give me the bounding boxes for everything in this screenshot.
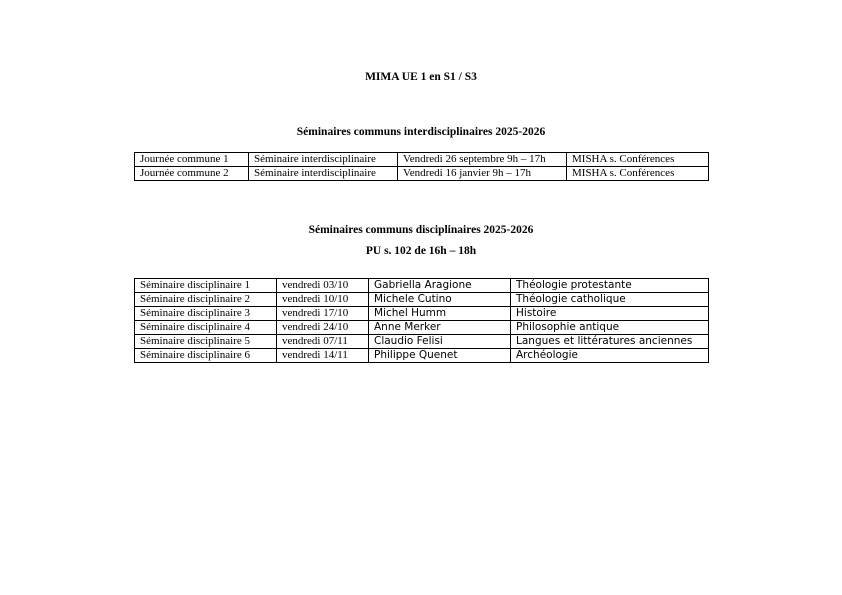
location-cell: MISHA s. Conférences <box>567 167 709 181</box>
speaker-cell: Gabriella Aragione <box>369 279 511 293</box>
discipline-cell: Théologie protestante <box>511 279 709 293</box>
seminar-cell: Séminaire disciplinaire 6 <box>135 349 277 363</box>
seminar-cell: Séminaire disciplinaire 4 <box>135 321 277 335</box>
speaker-cell: Claudio Felisi <box>369 335 511 349</box>
discipline-cell: Archéologie <box>511 349 709 363</box>
discipline-cell: Langues et littératures anciennes <box>511 335 709 349</box>
type-cell: Séminaire interdisciplinaire <box>249 167 398 181</box>
date-cell: vendredi 24/10 <box>277 321 369 335</box>
interdisciplinary-table <box>134 152 709 181</box>
location-cell: MISHA s. Conférences <box>567 153 709 167</box>
date-cell: Vendredi 16 janvier 9h – 17h <box>398 167 567 181</box>
page-title: MIMA UE 1 en S1 / S3 <box>365 71 477 83</box>
disciplinary-section-subtitle: PU s. 102 de 16h – 18h <box>365 245 477 257</box>
table-row <box>135 321 709 335</box>
discipline-cell: Histoire <box>511 307 709 321</box>
seminar-cell: Séminaire disciplinaire 1 <box>135 279 277 293</box>
table-row <box>135 279 709 293</box>
table-row <box>135 335 709 349</box>
speaker-cell: Anne Merker <box>369 321 511 335</box>
seminar-cell: Séminaire disciplinaire 3 <box>135 307 277 321</box>
table-row <box>135 307 709 321</box>
discipline-cell: Philosophie antique <box>511 321 709 335</box>
speaker-cell: Philippe Quenet <box>369 349 511 363</box>
type-cell: Séminaire interdisciplinaire <box>249 153 398 167</box>
speaker-cell: Michel Humm <box>369 307 511 321</box>
seminar-cell: Séminaire disciplinaire 5 <box>135 335 277 349</box>
session-cell: Journée commune 1 <box>135 153 249 167</box>
date-cell: vendredi 10/10 <box>277 293 369 307</box>
disciplinary-section-title: Séminaires communs disciplinaires 2025-2026 <box>308 224 534 236</box>
table-row <box>135 167 709 181</box>
date-cell: vendredi 17/10 <box>277 307 369 321</box>
date-cell: vendredi 14/11 <box>277 349 369 363</box>
discipline-cell: Théologie catholique <box>511 293 709 307</box>
disciplinary-table <box>134 278 709 363</box>
seminar-cell: Séminaire disciplinaire 2 <box>135 293 277 307</box>
session-cell: Journée commune 2 <box>135 167 249 181</box>
speaker-cell: Michele Cutino <box>369 293 511 307</box>
table-row <box>135 349 709 363</box>
interdisciplinary-section-title: Séminaires communs interdisciplinaires 2025-2026 <box>296 126 546 138</box>
date-cell: Vendredi 26 septembre 9h – 17h <box>398 153 567 167</box>
date-cell: vendredi 03/10 <box>277 279 369 293</box>
table-row <box>135 153 709 167</box>
date-cell: vendredi 07/11 <box>277 335 369 349</box>
table-row <box>135 293 709 307</box>
